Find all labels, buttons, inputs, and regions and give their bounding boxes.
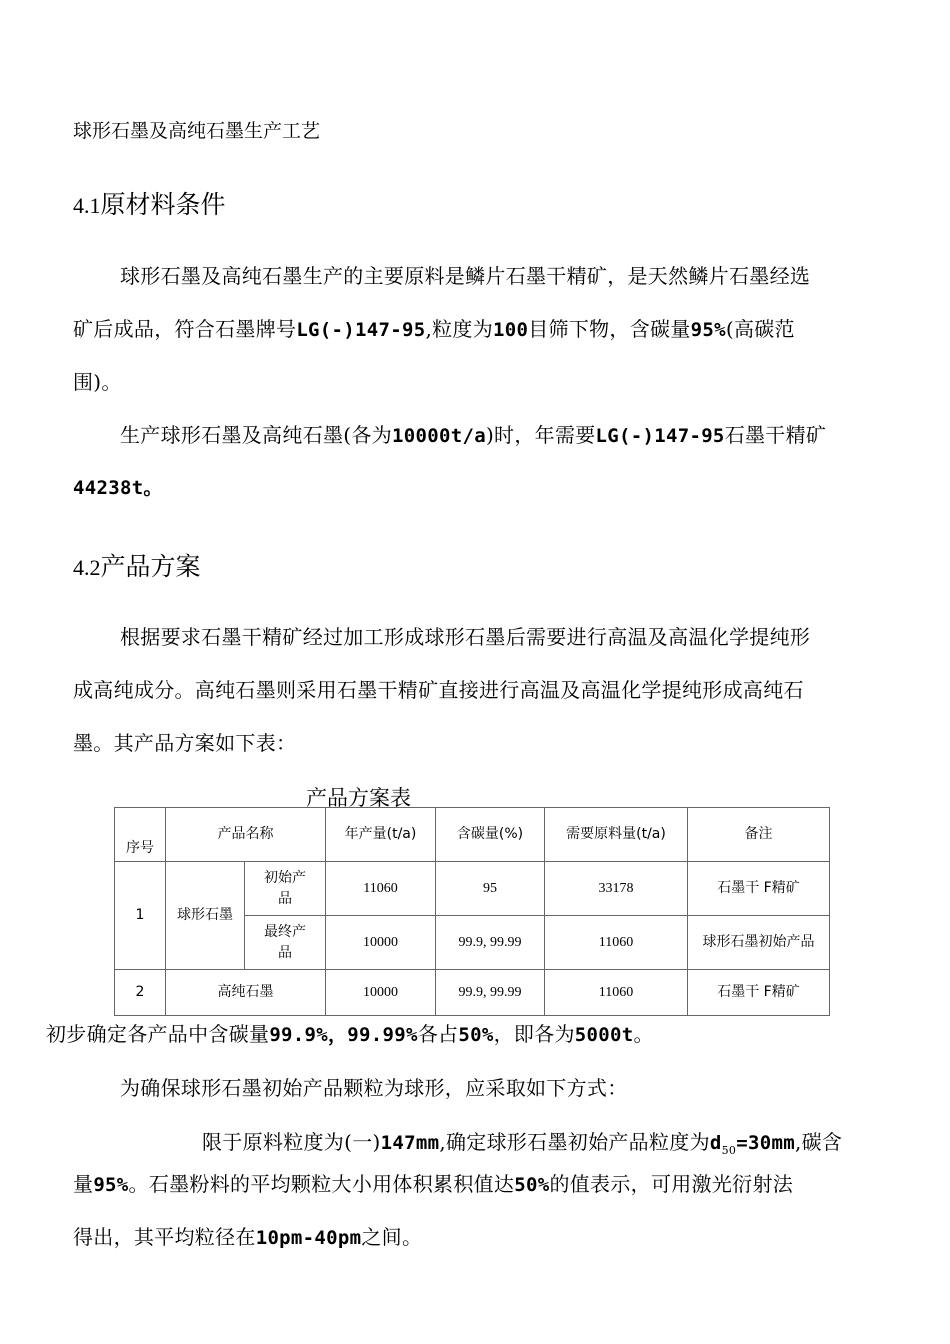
- section-number: 4.1: [73, 193, 101, 218]
- cell-annual-output: 10000: [326, 916, 436, 970]
- cell-sub-product: 最终产品: [245, 916, 326, 970]
- cell-seq: 2: [115, 970, 166, 1016]
- text: 石墨干精矿: [724, 423, 827, 447]
- section-title: 原材料条件: [100, 190, 226, 219]
- text: 。: [633, 1022, 654, 1046]
- cell-product-name: 球形石墨: [166, 862, 245, 970]
- cell-note: 球形石墨初始产品: [688, 916, 830, 970]
- table-row: [115, 970, 830, 1016]
- cell-annual-output: 11060: [326, 862, 436, 916]
- grade-code: LG(-)147-95: [595, 425, 725, 447]
- paragraph-line: 成高纯成分。高纯石墨则采用石墨干精矿直接进行高温及高温化学提纯形成高纯石: [73, 678, 804, 702]
- paragraph-line: 为确保球形石墨初始产品颗粒为球形，应采取如下方式：: [120, 1076, 628, 1100]
- d50-symbol: d: [709, 1132, 722, 1154]
- header-raw-material: 需要原料量(t/a): [545, 808, 688, 862]
- amount-value: 5000t: [574, 1024, 634, 1046]
- header-annual-output: 年产量(t/a): [326, 808, 436, 862]
- cell-seq: 1: [115, 862, 166, 970]
- carbon-values: 99.9%，99.99%: [269, 1024, 418, 1046]
- paragraph-line: [73, 313, 795, 342]
- header-seq: 序号: [115, 808, 166, 862]
- text: 初步确定各产品中含碳量: [46, 1022, 270, 1046]
- paragraph-line: 44238t。: [73, 477, 163, 499]
- table-caption: 产品方案表: [306, 786, 411, 810]
- cell-annual-output: 10000: [326, 970, 436, 1016]
- cell-note: 石墨干 F精矿: [688, 970, 830, 1016]
- particle-range: 10pm-40pm: [255, 1227, 362, 1249]
- grade-code: LG(-)147-95: [296, 319, 426, 341]
- header-product-name: 产品名称: [166, 808, 326, 862]
- mesh-value: 100: [493, 319, 529, 341]
- cell-carbon-content: 99.9, 99.99: [436, 916, 545, 970]
- text: 。石墨粉料的平均颗粒大小用体积累积值达: [128, 1172, 515, 1196]
- cell-carbon-content: 95: [436, 862, 545, 916]
- size-value: 147mm: [380, 1132, 440, 1154]
- cell-raw-material: 33178: [545, 862, 688, 916]
- text: 矿后成品，符合石墨牌号: [73, 317, 297, 341]
- carbon-value: 95%: [93, 1174, 129, 1196]
- paragraph-line: 根据要求石墨干精矿经过加工形成球形石墨后需要进行高温及高温化学提纯形: [120, 625, 811, 649]
- section-number: 4.2: [73, 555, 101, 580]
- percent-value: 50%: [514, 1174, 550, 1196]
- section-heading-4-1: [73, 185, 226, 221]
- text: 得出，其平均粒径在: [73, 1225, 256, 1249]
- header-carbon-content: 含碳量(%): [436, 808, 545, 862]
- d50-subscript: 50: [721, 1144, 737, 1157]
- cell-note: 石墨干 F精矿: [688, 862, 830, 916]
- text: 目筛下物，含碳量: [528, 317, 691, 341]
- paragraph-line: [46, 1018, 654, 1047]
- share-value: 50%: [458, 1024, 494, 1046]
- text: ，即各为: [493, 1022, 575, 1046]
- paragraph-line: [202, 1126, 842, 1157]
- text: (高碳范: [725, 317, 795, 341]
- text: 量: [73, 1172, 94, 1196]
- cell-raw-material: 11060: [545, 970, 688, 1016]
- cell-carbon-content: 99.9, 99.99: [436, 970, 545, 1016]
- paragraph-line: 墨。其产品方案如下表：: [73, 731, 297, 755]
- paragraph-line: [120, 419, 826, 448]
- header-note: 备注: [688, 808, 830, 862]
- document-title: 球形石墨及高纯石墨生产工艺: [73, 120, 321, 142]
- product-table: [114, 807, 830, 1016]
- section-heading-4-2: [73, 547, 201, 583]
- cell-sub-product: 初始产品: [245, 862, 326, 916]
- cell-product-name: 高纯石墨: [166, 970, 326, 1016]
- text: 的值表示，可用激光衍射法: [549, 1172, 794, 1196]
- paragraph-line: [73, 1168, 793, 1197]
- paragraph-line: [73, 1221, 422, 1250]
- section-title: 产品方案: [100, 552, 201, 581]
- table-header-row: [115, 808, 830, 862]
- capacity-value: 10000t/a: [392, 425, 486, 447]
- paragraph-line: 围)。: [73, 370, 122, 394]
- text: )时，年需要: [485, 423, 596, 447]
- carbon-value: 95%: [690, 319, 726, 341]
- text: 限于原料粒度为(一): [202, 1130, 381, 1154]
- table-row: [115, 862, 830, 916]
- cell-raw-material: 11060: [545, 916, 688, 970]
- text: 之间。: [361, 1225, 423, 1249]
- text: ,确定球形石墨初始产品粒度为: [439, 1130, 710, 1154]
- text: ,碳含: [794, 1130, 843, 1154]
- paragraph-line: 球形石墨及高纯石墨生产的主要原料是鳞片石墨干精矿，是天然鳞片石墨经选: [120, 264, 811, 288]
- d50-value: =30mm: [736, 1132, 795, 1154]
- text: 生产球形石墨及高纯石墨(各为: [120, 423, 393, 447]
- text: ,粒度为: [425, 317, 494, 341]
- text: 各占: [417, 1022, 459, 1046]
